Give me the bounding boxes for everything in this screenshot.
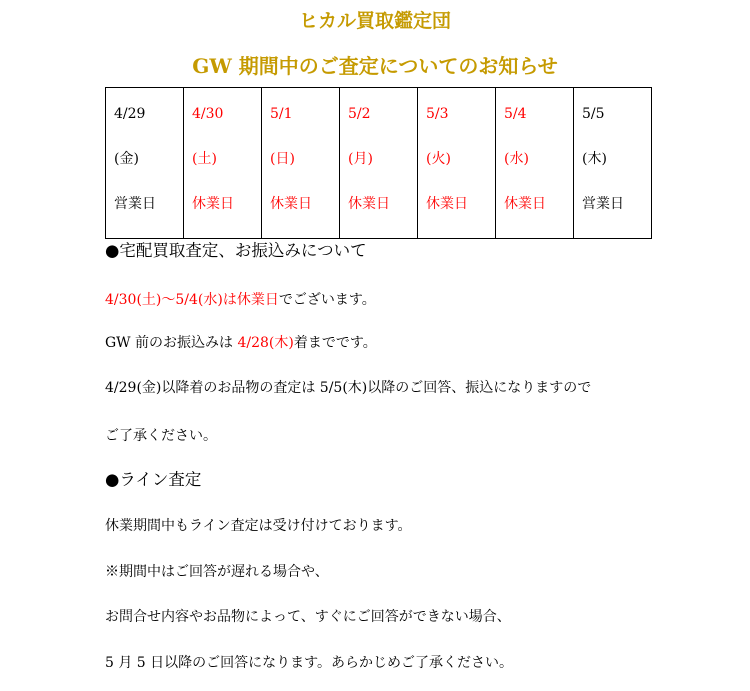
calendar-weekday: (日): [270, 151, 295, 167]
calendar-day-cell: [574, 88, 652, 239]
line-appraisal-condition: お問合せ内容やお品物によって、すぐにご回答ができない場合、: [105, 609, 511, 625]
gw-calendar-table: [105, 87, 652, 239]
calendar-day-cell: [418, 88, 496, 239]
calendar-date: 5/4: [504, 106, 527, 122]
transfer-deadline-line: [105, 332, 377, 352]
calendar-date: 5/3: [426, 106, 449, 122]
notice-title: GW 期間中のご査定についてのお知らせ: [192, 54, 558, 78]
line-appraisal-section-heading: ●ライン査定: [105, 470, 202, 489]
transfer-deadline-prefix: GW 前のお振込みは: [105, 335, 238, 351]
acknowledge-line: ご了承ください。: [105, 428, 217, 444]
delivery-holiday-line: [105, 289, 376, 309]
calendar-day-cell: [184, 88, 262, 239]
holiday-range-suffix: でございます。: [278, 292, 376, 308]
calendar-status: 休業日: [426, 196, 468, 212]
holiday-range-text: 4/30(土)～5/4(水)は休業日: [105, 292, 279, 308]
line-appraisal-delay-note: ※期間中はご回答が遅れる場合や、: [105, 564, 329, 580]
calendar-status: 営業日: [582, 196, 624, 212]
calendar-day-cell: [496, 88, 574, 239]
company-name: ヒカル買取鑑定団: [298, 10, 451, 32]
calendar-date: 5/1: [270, 106, 293, 122]
calendar-status: 休業日: [504, 196, 546, 212]
appraisal-after-line: 4/29(金)以降着のお品物の査定は 5/5(木)以降のご回答、振込になりますので: [105, 380, 592, 396]
calendar-weekday: (火): [426, 151, 451, 167]
calendar-weekday: (木): [582, 151, 607, 167]
calendar-weekday: (土): [192, 151, 217, 167]
calendar-status: 休業日: [348, 196, 390, 212]
calendar-weekday: (月): [348, 151, 373, 167]
calendar-date: 5/2: [348, 106, 371, 122]
calendar-day-cell: [262, 88, 340, 239]
line-appraisal-reply-date: 5 月 5 日以降のご回答になります。あらかじめご了承ください。: [105, 655, 514, 671]
transfer-deadline-suffix: 着までです。: [293, 335, 377, 351]
calendar-weekday: (金): [114, 151, 139, 167]
delivery-section-heading: ●宅配買取査定、お振込みについて: [105, 241, 367, 260]
calendar-date: 4/29: [114, 106, 146, 122]
calendar-date: 5/5: [582, 106, 605, 122]
calendar-status: 休業日: [192, 196, 234, 212]
calendar-date: 4/30: [192, 106, 224, 122]
transfer-deadline-date: 4/28(木): [237, 335, 294, 351]
calendar-day-cell: [340, 88, 418, 239]
line-appraisal-accepted: 休業期間中もライン査定は受け付けております。: [105, 518, 412, 534]
calendar-day-cell: [106, 88, 184, 239]
calendar-status: 営業日: [114, 196, 156, 212]
calendar-weekday: (水): [504, 151, 529, 167]
calendar-status: 休業日: [270, 196, 312, 212]
calendar-row: [106, 88, 652, 239]
